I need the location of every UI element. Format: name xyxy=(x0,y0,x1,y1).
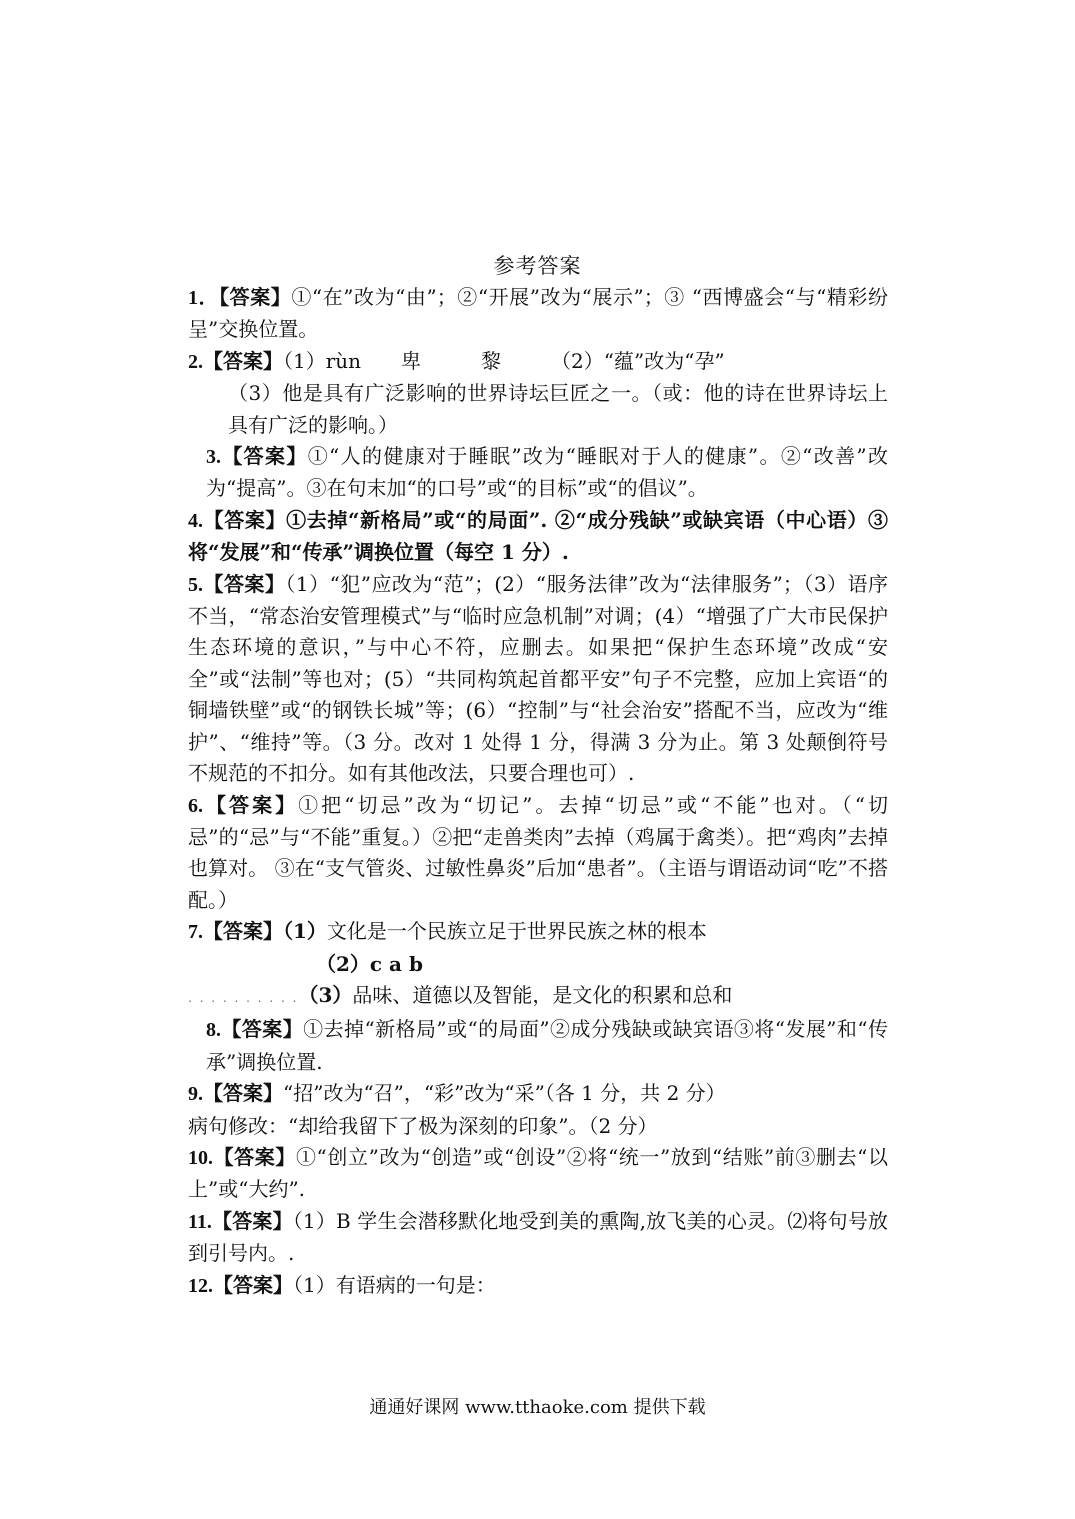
answer-item-1 xyxy=(188,282,888,346)
answer-tag: 【答案】 xyxy=(203,507,287,532)
item-number: 10. xyxy=(188,1146,213,1169)
item-number: 9. xyxy=(188,1083,203,1106)
answer-list xyxy=(188,282,888,1302)
answer-item-10 xyxy=(188,1142,888,1206)
answer-item-12 xyxy=(188,1270,888,1302)
sub-answer-label: （1） xyxy=(283,919,327,944)
answer-tag: 【答案】 xyxy=(203,792,299,817)
item-number: 3. xyxy=(206,446,221,469)
page-footer: 通通好课网 www.tthaoke.com 提供下载 xyxy=(369,1397,706,1418)
answer-text: ①“人的健康对于睡眠”改为“睡眠对于人的健康”。②“改善”改为“提高”。③在句末加“的口号”或“的目标”或“的倡议”。 xyxy=(206,444,888,501)
answer-tag: 【答案】 xyxy=(213,1272,293,1297)
answer-text: ①“在”改为“由”；②“开展”改为“展示”；③ “西博盛会“与“精彩纷呈”交换位置。 xyxy=(188,285,889,342)
answer-item-2 xyxy=(188,346,888,378)
answer-text: （3）他是具有广泛影响的世界诗坛巨匠之一。（或：他的诗在世界诗坛上具有广泛的影响。） xyxy=(228,381,888,437)
leader-dots: . . . . . . . . . . xyxy=(188,990,299,1005)
answer-tag: 【答案】 xyxy=(221,444,308,469)
item-number: 2. xyxy=(188,350,203,373)
answer-tag: 【答案】 xyxy=(219,285,292,309)
answer-item-4 xyxy=(188,505,888,569)
answer-text: （2）c a b xyxy=(316,951,423,976)
answer-tag: 【答案】 xyxy=(221,1017,304,1042)
answer-item-7 xyxy=(188,916,888,948)
answer-text: “招”改为“召”，“彩”改为“采”（各 1 分，共 2 分） xyxy=(283,1081,726,1106)
answer-item-2-continued xyxy=(188,378,888,441)
answer-item-6 xyxy=(188,790,888,917)
answer-item-9-continued xyxy=(188,1111,888,1142)
answer-item-9 xyxy=(188,1078,888,1110)
answer-text: 品味、道德以及智能，是文化的积累和总和 xyxy=(352,982,733,1007)
answer-text: （1）rùn 卑 黎 （2）“蕴”改为“孕” xyxy=(283,348,725,373)
page-title: 参考答案 xyxy=(493,254,582,278)
item-number: 11. xyxy=(188,1210,212,1233)
answer-text: ①去掉“新格局”或“的局面”. ②“成分残缺”或缺宾语（中心语）③将“发展”和“传承”调换位置（每空 1 分）. xyxy=(188,507,889,565)
item-number: 4. xyxy=(188,509,203,532)
answer-tag: 【答案】 xyxy=(203,348,283,373)
answer-text: 病句修改：“却给我留下了极为深刻的印象”。（2 分） xyxy=(188,1113,658,1138)
answer-text: （1）有语病的一句是： xyxy=(293,1272,496,1297)
answer-text: （1）“犯”应改为“范”；(2）“服务法律”改为“法律服务”；（3）语序不当，“常态治安管理模式”与“临时应急机制”对调；(4）“增强了广大市民保护生态环境的意识，”与中心不符，应删去。如果把“保护生态环境”改成“安全”或“法制”等也对；(5）“共同构筑起首都平安”句子不完整，应加上宾语“的铜墙铁壁”或“的钢铁长城”等；(6）“控制”与“社会治安”搭配不当，应改为“维护”、“维持”等。（3 分。改对 1 处得 1 分，得满 3 分为止。第 3 处颠倒符号不规范的不扣分。如有其他改法，只要合理也可）. xyxy=(188,571,889,786)
answer-text: （1）B 学生会潜移默化地受到美的熏陶,放飞美的心灵。⑵将句号放到引号内。. xyxy=(188,1208,889,1266)
item-number: 8. xyxy=(206,1019,221,1042)
answer-item-8 xyxy=(188,1014,888,1078)
answer-item-11 xyxy=(188,1206,888,1270)
answer-tag: 【答案】 xyxy=(213,1144,296,1169)
answer-text: ①去掉“新格局”或“的局面”②成分残缺或缺宾语③将“发展”和“传承”调换位置. xyxy=(206,1017,889,1074)
answer-tag: 【答案】 xyxy=(203,919,283,944)
answer-tag: 【答案】 xyxy=(211,1208,293,1233)
item-number: 5. xyxy=(188,573,203,596)
item-number: 6. xyxy=(188,794,203,817)
item-number: 7. xyxy=(188,921,203,944)
answer-tag: 【答案】 xyxy=(203,1081,283,1106)
answer-text: ①“创立”改为“创造”或“创设”②将“统一”放到“结账”前③删去“以上”或“大约”. xyxy=(188,1144,888,1202)
answer-tag: 【答案】 xyxy=(203,571,286,596)
answer-item-7-part2 xyxy=(188,949,888,980)
answer-text: ①把“切忌”改为“切记”。去掉“切忌”或“不能”也对。（“切忌”的“忌”与“不能”重复。）②把“走兽类肉”去掉（鸡属于禽类）。把“鸡肉”去掉也算对。 ③在“支气管炎、过敏性鼻炎”后加“患者”。（主语与谓语动词“吃”不搭配。） xyxy=(188,792,889,912)
item-number: 1． xyxy=(188,287,220,309)
answer-item-5 xyxy=(188,569,888,790)
item-number: 12. xyxy=(188,1274,213,1297)
answer-text: 文化是一个民族立足于世界民族之林的根本 xyxy=(326,919,707,944)
answer-item-7-part3 xyxy=(188,980,888,1014)
answer-item-3 xyxy=(188,441,888,505)
sub-answer-label: （3） xyxy=(298,982,353,1007)
